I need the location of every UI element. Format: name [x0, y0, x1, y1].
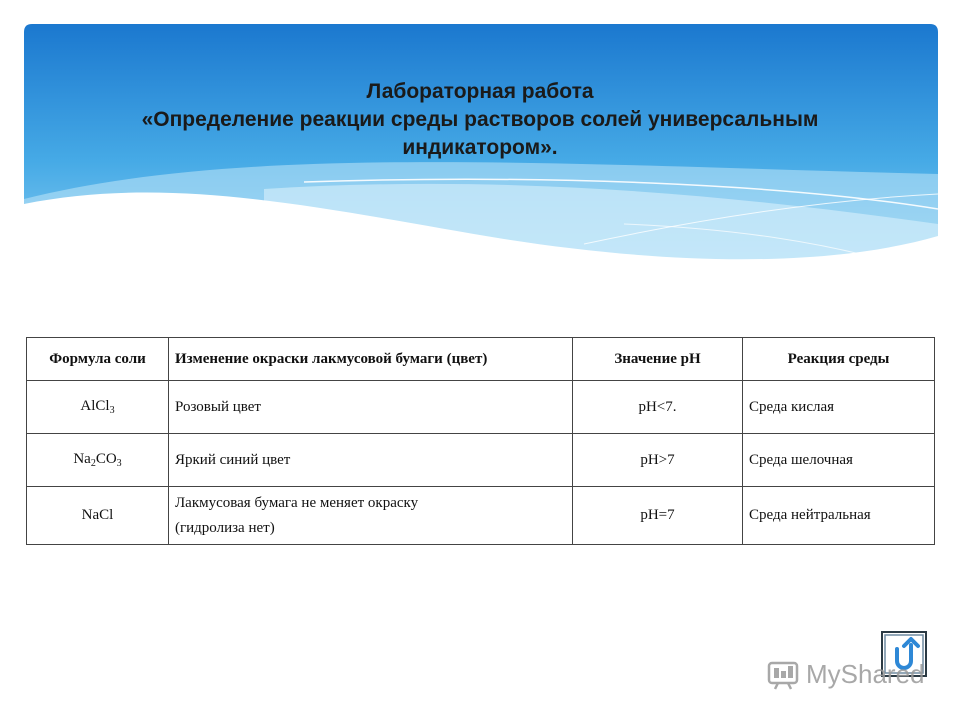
reaction-cell: Среда шелочная	[743, 434, 935, 487]
formula-text: CO	[95, 451, 117, 467]
ph-cell: рН>7	[573, 434, 743, 487]
formula-text: AlCl	[80, 398, 110, 414]
table-row	[27, 434, 935, 487]
header-reaction: Реакция среды	[743, 338, 935, 381]
title-line-2: «Определение реакции среды растворов солей универсальным	[141, 108, 819, 131]
formula-text: Na	[73, 451, 91, 467]
reaction-cell: Среда нейтральная	[743, 487, 935, 545]
color-change-cell: Яркий синий цвет	[169, 434, 573, 487]
results-table	[26, 337, 935, 545]
table-row	[27, 381, 935, 434]
slide-title	[60, 78, 900, 162]
ph-cell: рН<7.	[573, 381, 743, 434]
color-change-line: (гидролиза нет)	[175, 519, 275, 536]
title-line-3: индикатором».	[402, 136, 558, 159]
reaction-cell: Среда кислая	[743, 381, 935, 434]
header-formula: Формула соли	[27, 338, 169, 381]
table-header-row	[27, 338, 935, 381]
title-line-1: Лабораторная работа	[366, 80, 594, 103]
color-change-cell: Розовый цвет	[169, 381, 573, 434]
formula-cell	[27, 381, 169, 434]
myshared-logo-icon	[766, 657, 800, 691]
watermark	[766, 654, 925, 694]
formula-cell	[27, 434, 169, 487]
header-color-change: Изменение окраски лакмусовой бумаги (цвет)	[169, 338, 573, 381]
table-row	[27, 487, 935, 545]
watermark-text: MyShared	[806, 658, 925, 689]
color-change-line: Лакмусовая бумага не меняет окраску	[175, 494, 419, 511]
ph-cell: рН=7	[573, 487, 743, 545]
formula-subscript: 3	[116, 458, 122, 469]
formula-subscript: 3	[109, 405, 115, 416]
header-ph: Значение рН	[573, 338, 743, 381]
formula-text: NaCl	[81, 507, 114, 523]
color-change-cell	[169, 487, 573, 545]
formula-cell	[27, 487, 169, 545]
formula-subscript: 2	[90, 458, 96, 469]
